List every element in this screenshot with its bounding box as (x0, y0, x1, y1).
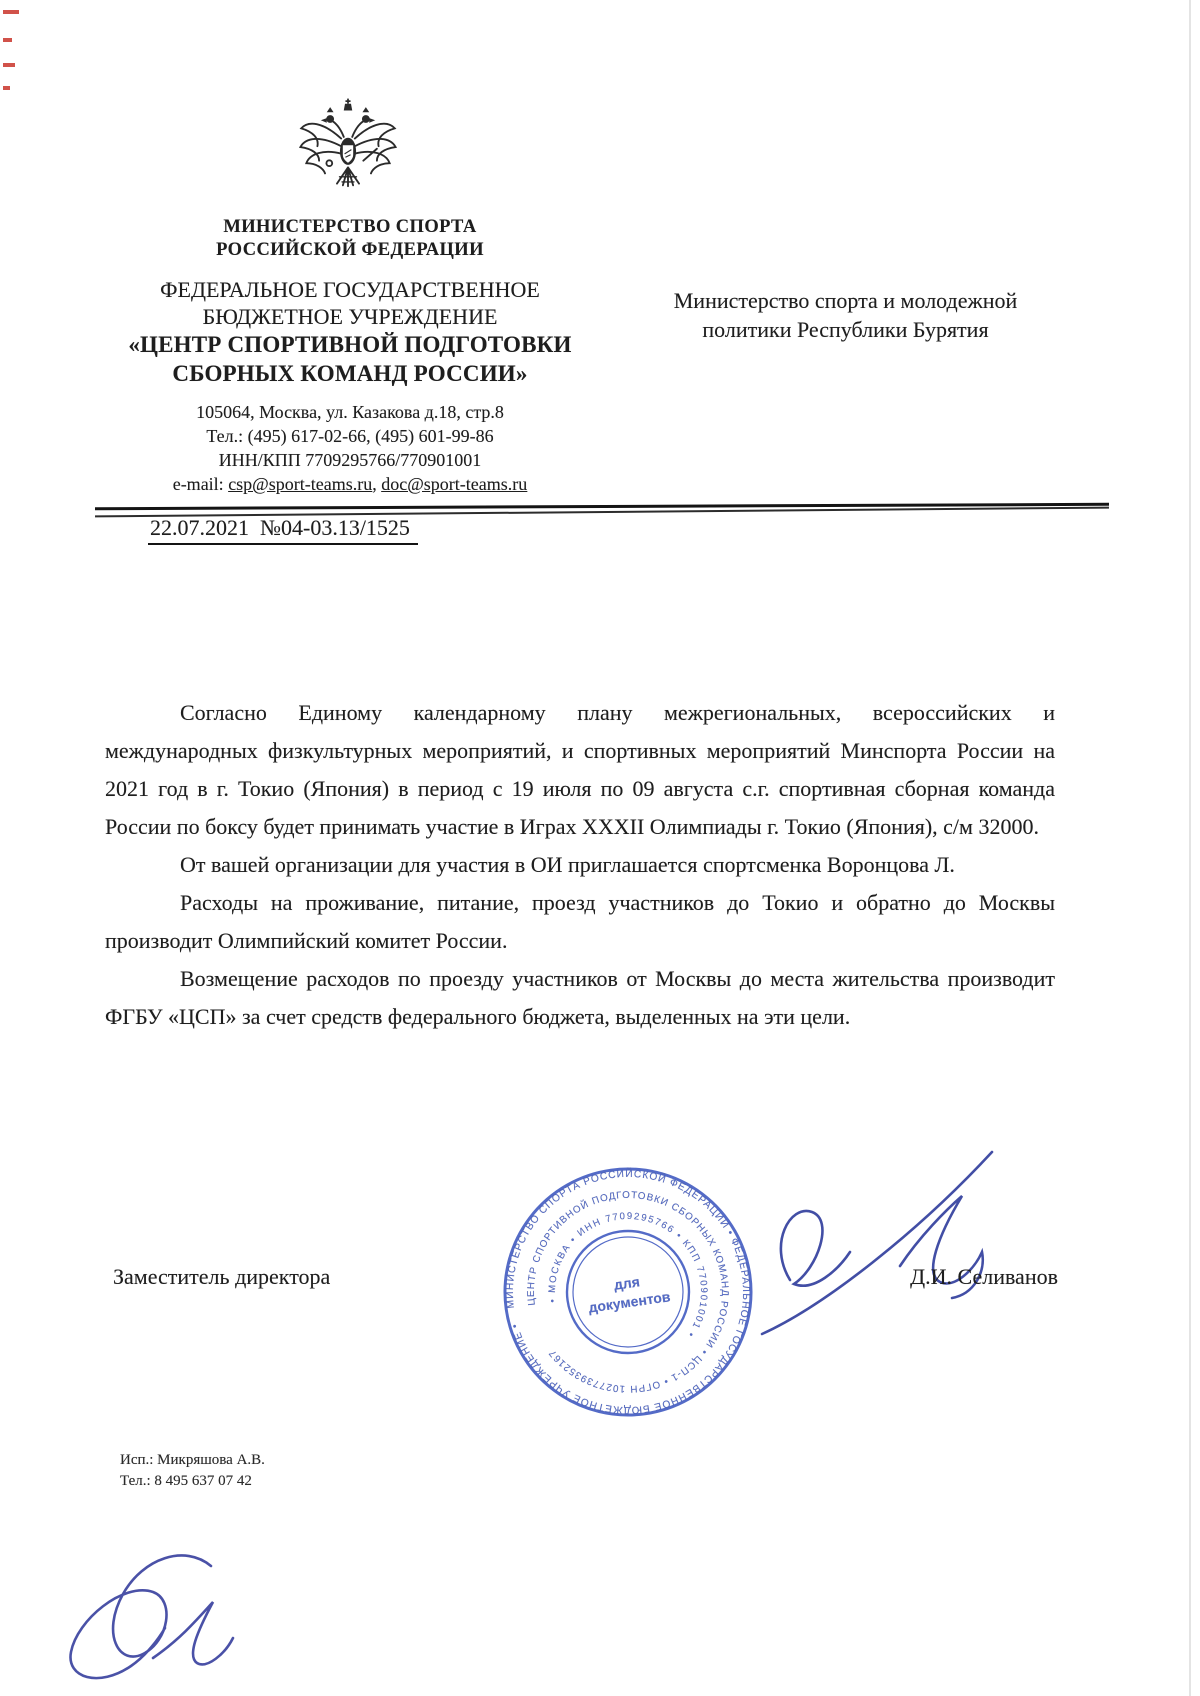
paragraph-1: Согласно Единому календарному плану межрегиональных, всероссийских и международных физкультурных мероприятий, и спортивных мероприятий Минспорта России на 2021 год в г. Токио (Япония) в период с 19 июля по 09 августа с.г. спортивная сборная команда России по боксу будет принимать участие в Играх XXXII Олимпиады г. Токио (Япония), с/м 32000. (105, 700, 1055, 839)
outgoing-date-number: 22.07.2021 №04-03.13/1525 (148, 515, 418, 545)
signature-ink (748, 1128, 1063, 1348)
stamp-center-line-2: документов (587, 1288, 672, 1316)
official-round-stamp (483, 1147, 772, 1436)
recipient-block (618, 286, 1073, 344)
stamp-ring-inner-text: • МОСКВА • ИНН 7709295766 • КПП 770901001 • (546, 1210, 710, 1341)
org-name-line-1: «ЦЕНТР СПОРТИВНОЙ ПОДГОТОВКИ (128, 332, 572, 357)
org-type (110, 276, 590, 330)
org-name (110, 330, 590, 388)
letter-body (105, 694, 1055, 1036)
handwritten-initials-ink (35, 1538, 265, 1690)
scan-red-mark (3, 38, 12, 42)
org-type-line-2: БЮДЖЕТНОЕ УЧРЕЖДЕНИЕ (202, 304, 498, 329)
signer-position: Заместитель директора (113, 1264, 331, 1289)
signer-name: Д.И. Селиванов (910, 1264, 1058, 1289)
scan-edge-line (1189, 0, 1191, 1696)
stamp-ring-outer-text: МИНИСТЕРСТВО СПОРТА РОССИЙСКОЙ ФЕДЕРАЦИИ • ФЕДЕРАЛЬНОЕ ГОСУДАРСТВЕННОЕ БЮДЖЕТНОЕ УЧРЕЖДЕНИЕ • (504, 1168, 752, 1416)
ministry-header (110, 216, 590, 262)
email-label: e-mail: (172, 474, 229, 494)
contact-block (110, 400, 590, 496)
recipient-line-1: Министерство спорта и молодежной (673, 288, 1018, 313)
executor-name: Исп.: Микряшова А.В. (120, 1452, 265, 1468)
org-inn-kpp: ИНН/КПП 7709295766/770901001 (218, 450, 482, 470)
scan-red-mark (3, 63, 15, 67)
paragraph-2: От вашей организации для участия в ОИ приглашается спортсменка Воронцова Л. (180, 852, 955, 877)
email-separator: , (372, 474, 382, 494)
scan-red-mark (3, 86, 10, 90)
stamp-ring-middle-text: ЦЕНТР СПОРТИВНОЙ ПОДГОТОВКИ СБОРНЫХ КОМАНД РОССИИ • ЦСП-1 • ОГРН 1027739352167 (525, 1189, 731, 1395)
org-phones: Тел.: (495) 617-02-66, (495) 601-99-86 (206, 426, 494, 446)
recipient-line-2: политики Республики Бурятия (702, 317, 989, 342)
stamp-center-line-1: для (612, 1273, 641, 1293)
executor-block (120, 1450, 265, 1492)
ministry-line-2: РОССИЙСКОЙ ФЕДЕРАЦИИ (216, 240, 484, 260)
russian-coat-of-arms-icon (297, 93, 399, 213)
executor-phone: Тел.: 8 495 637 07 42 (120, 1473, 252, 1489)
scan-red-mark (3, 10, 19, 14)
org-name-line-2: СБОРНЫХ КОМАНД РОССИИ» (172, 361, 528, 386)
email-address-2: doc@sport-teams.ru (381, 474, 528, 494)
ministry-line-1: МИНИСТЕРСТВО СПОРТА (223, 217, 477, 237)
org-email-line (110, 472, 590, 496)
org-type-line-1: ФЕДЕРАЛЬНОЕ ГОСУДАРСТВЕННОЕ (160, 277, 540, 302)
org-address: 105064, Москва, ул. Казакова д.18, стр.8 (196, 402, 504, 422)
paragraph-3: Расходы на проживание, питание, проезд участников до Токио и обратно до Москвы производит Олимпийский комитет России. (105, 890, 1055, 953)
email-address-1: csp@sport-teams.ru (228, 474, 373, 494)
paragraph-4: Возмещение расходов по проезду участников от Москвы до места жительства производит ФГБУ «ЦСП» за счет средств федерального бюджета, выделенных на эти цели. (105, 966, 1055, 1029)
